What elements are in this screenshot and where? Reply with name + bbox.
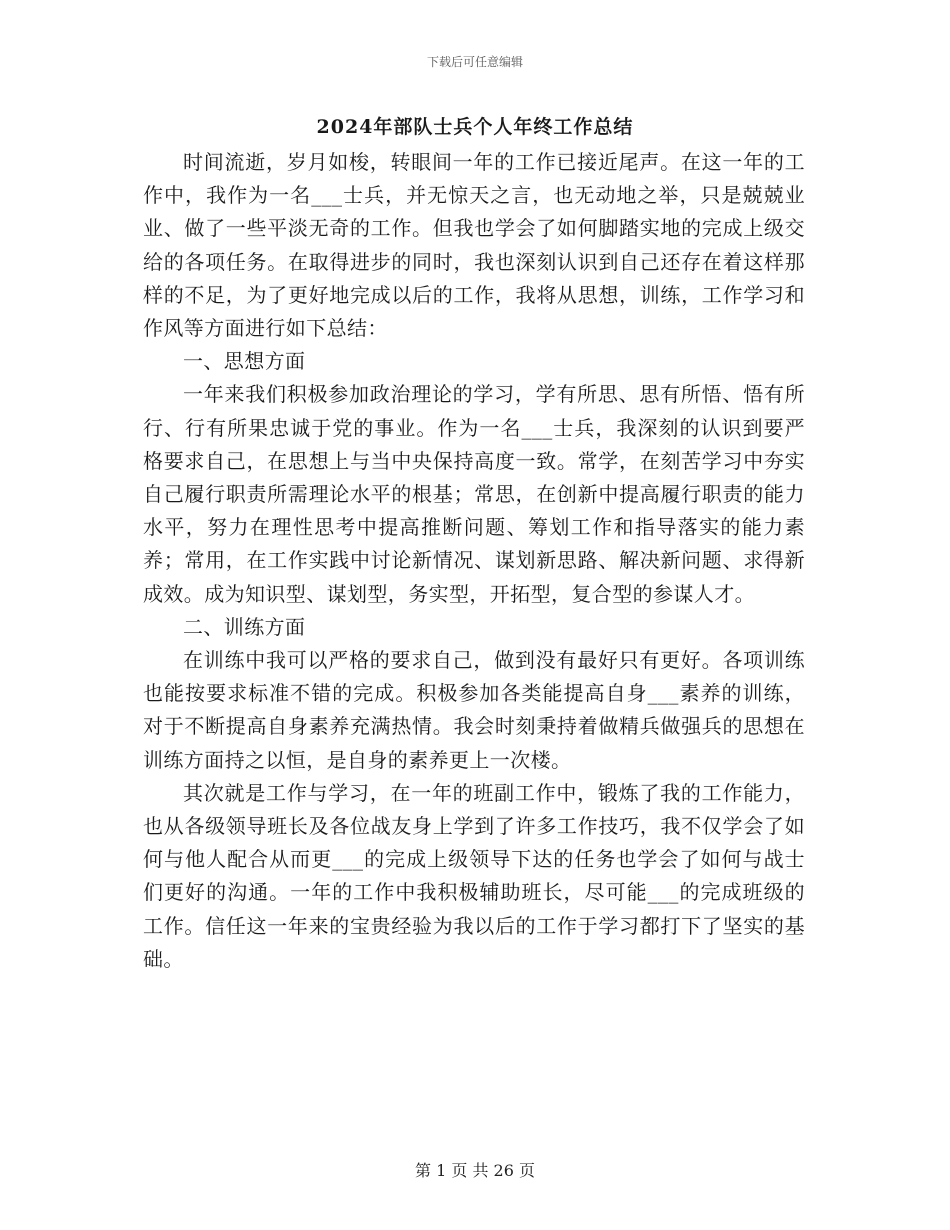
page-number: 第 1 页 共 26 页 [415, 1161, 535, 1180]
paragraph-intro: 时间流逝，岁月如梭，转眼间一年的工作已接近尾声。在这一年的工作中，我作为一名___士兵，并无惊天之言，也无动地之举，只是兢兢业业、做了一些平淡无奇的工作。但我也学会了如何脚踏实地的完成上级交给的各项任务。在取得进步的同时，我也深刻认识到自己还存在着这样那样的不足，为了更好地完成以后的工作，我将从思想，训练，工作学习和作风等方面进行如下总结： [143, 150, 805, 341]
paragraph-thought: 一年来我们积极参加政治理论的学习，学有所思、思有所悟、悟有所行、行有所果忠诚于党的事业。作为一名___士兵，我深刻的认识到要严格要求自己，在思想上与当中央保持高度一致。常学，在刻苦学习中夯实自己履行职责所需理论水平的根基；常思，在创新中提高履行职责的能力水平，努力在理性思考中提高推断问题、筹划工作和指导落实的能力素养；常用，在工作实践中讨论新情况、谋划新思路、解决新问题、求得新成效。成为知识型、谋划型，务实型，开拓型，复合型的参谋人才。 [143, 382, 805, 606]
header-note: 下载后可任意编辑 [426, 55, 523, 69]
paragraph-training: 在训练中我可以严格的要求自己，做到没有最好只有更好。各项训练也能按要求标准不错的完成。积极参加各类能提高自身___素养的训练，对于不断提高自身素养充满热情。我会时刻秉持着做精兵做强兵的思想在训练方面持之以恒，是自身的素养更上一次楼。 [143, 648, 805, 772]
section-heading-training: 二、训练方面 [183, 614, 306, 639]
section-heading-thought: 一、思想方面 [183, 349, 306, 374]
paragraph-work-study: 其次就是工作与学习，在一年的班副工作中，锻炼了我的工作能力，也从各级领导班长及各位战友身上学到了许多工作技巧，我不仅学会了如何与他人配合从而更___的完成上级领导下达的任务也学会了如何与战士们更好的沟通。一年的工作中我积极辅助班长，尽可能___的完成班级的工作。信任这一年来的宝贵经验为我以后的工作于学习都打下了坚实的基础。 [143, 780, 805, 971]
document-title: 2024年部队士兵个人年终工作总结 [316, 116, 634, 138]
document-body [143, 146, 805, 976]
